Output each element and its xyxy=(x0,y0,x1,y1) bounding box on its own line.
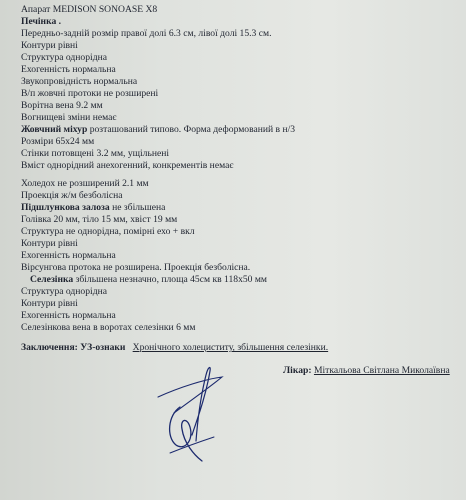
pancreas-projection-pain: Проекція ж/м безболісна xyxy=(21,190,123,201)
doctor-line xyxy=(283,365,450,376)
liver-sound-conduction: Звукопровідність нормальна xyxy=(21,76,138,87)
liver-focal-changes: Вогнищеві зміни немає xyxy=(21,112,117,123)
pancreas-size: Голівка 20 мм, тіло 15 мм, хвіст 19 мм xyxy=(21,214,178,225)
liver-contours: Контури рівні xyxy=(21,40,78,51)
spleen-echogenicity: Ехогенність нормальна xyxy=(21,310,116,321)
spleen-status-line xyxy=(30,274,267,285)
gallbladder-contents: Вміст однорідний анехогенний, конкрементів немає xyxy=(21,160,234,171)
pancreas-echogenicity: Ехогенність нормальна xyxy=(21,250,116,261)
spleen-heading: Селезінка xyxy=(30,274,74,285)
doctor-label: Лікар: xyxy=(283,365,312,376)
device-name: Апарат MEDISON SONOASE X8 xyxy=(21,4,158,15)
pancreas-heading: Підшлункова залоза xyxy=(21,202,110,213)
spleen-contours: Контури рівні xyxy=(21,298,78,309)
liver-echogenicity: Ехогенність нормальна xyxy=(21,64,116,75)
handwritten-signature xyxy=(150,357,230,465)
pancreas-contours: Контури рівні xyxy=(21,238,78,249)
pancreas-status: не збільшена xyxy=(109,202,166,213)
spleen-vein: Селезінкова вена в воротах селезінки 6 мм xyxy=(21,322,196,333)
gallbladder-location-line xyxy=(21,124,295,135)
gallbladder-walls: Стінки потовщені 3.2 мм, ущільнені xyxy=(21,148,170,159)
gallbladder-location: розташований типово. Форма деформований в н/3 xyxy=(87,124,296,135)
conclusion-text: Хронічного холециститу, збільшення селезінки. xyxy=(132,342,329,353)
choledochus: Холедох не розширений 2.1 мм xyxy=(21,178,149,189)
spleen-structure: Структура однорідна xyxy=(21,286,107,297)
liver-bile-ducts: В/п жовчні протоки не розширені xyxy=(21,88,159,99)
liver-size: Передньо-задній розмір правої долі 6.3 см, лівої долі 15.3 см. xyxy=(21,28,272,39)
pancreas-duct: Вірсунгова протока не розширена. Проекція безболісна. xyxy=(21,262,251,273)
pancreas-status-line xyxy=(21,202,165,213)
gallbladder-size: Розміри 65x24 мм xyxy=(21,136,95,147)
liver-structure: Структура однорідна xyxy=(21,52,107,63)
spleen-status: збільшена незначно, площа 45см кв 118x50 мм xyxy=(73,274,268,285)
doctor-name: Мiткальова Світлана Миколаївна xyxy=(313,365,450,376)
liver-heading: Печінка . xyxy=(21,16,62,27)
pancreas-structure: Структура не однорідна, помірні ехо + вкл xyxy=(21,226,195,237)
conclusion-label: Заключення: УЗ-ознаки xyxy=(21,342,126,353)
gallbladder-heading: Жовчний міхур xyxy=(21,124,88,135)
liver-portal-vein: Ворітна вена 9.2 мм xyxy=(21,100,103,111)
conclusion-line xyxy=(21,342,328,353)
